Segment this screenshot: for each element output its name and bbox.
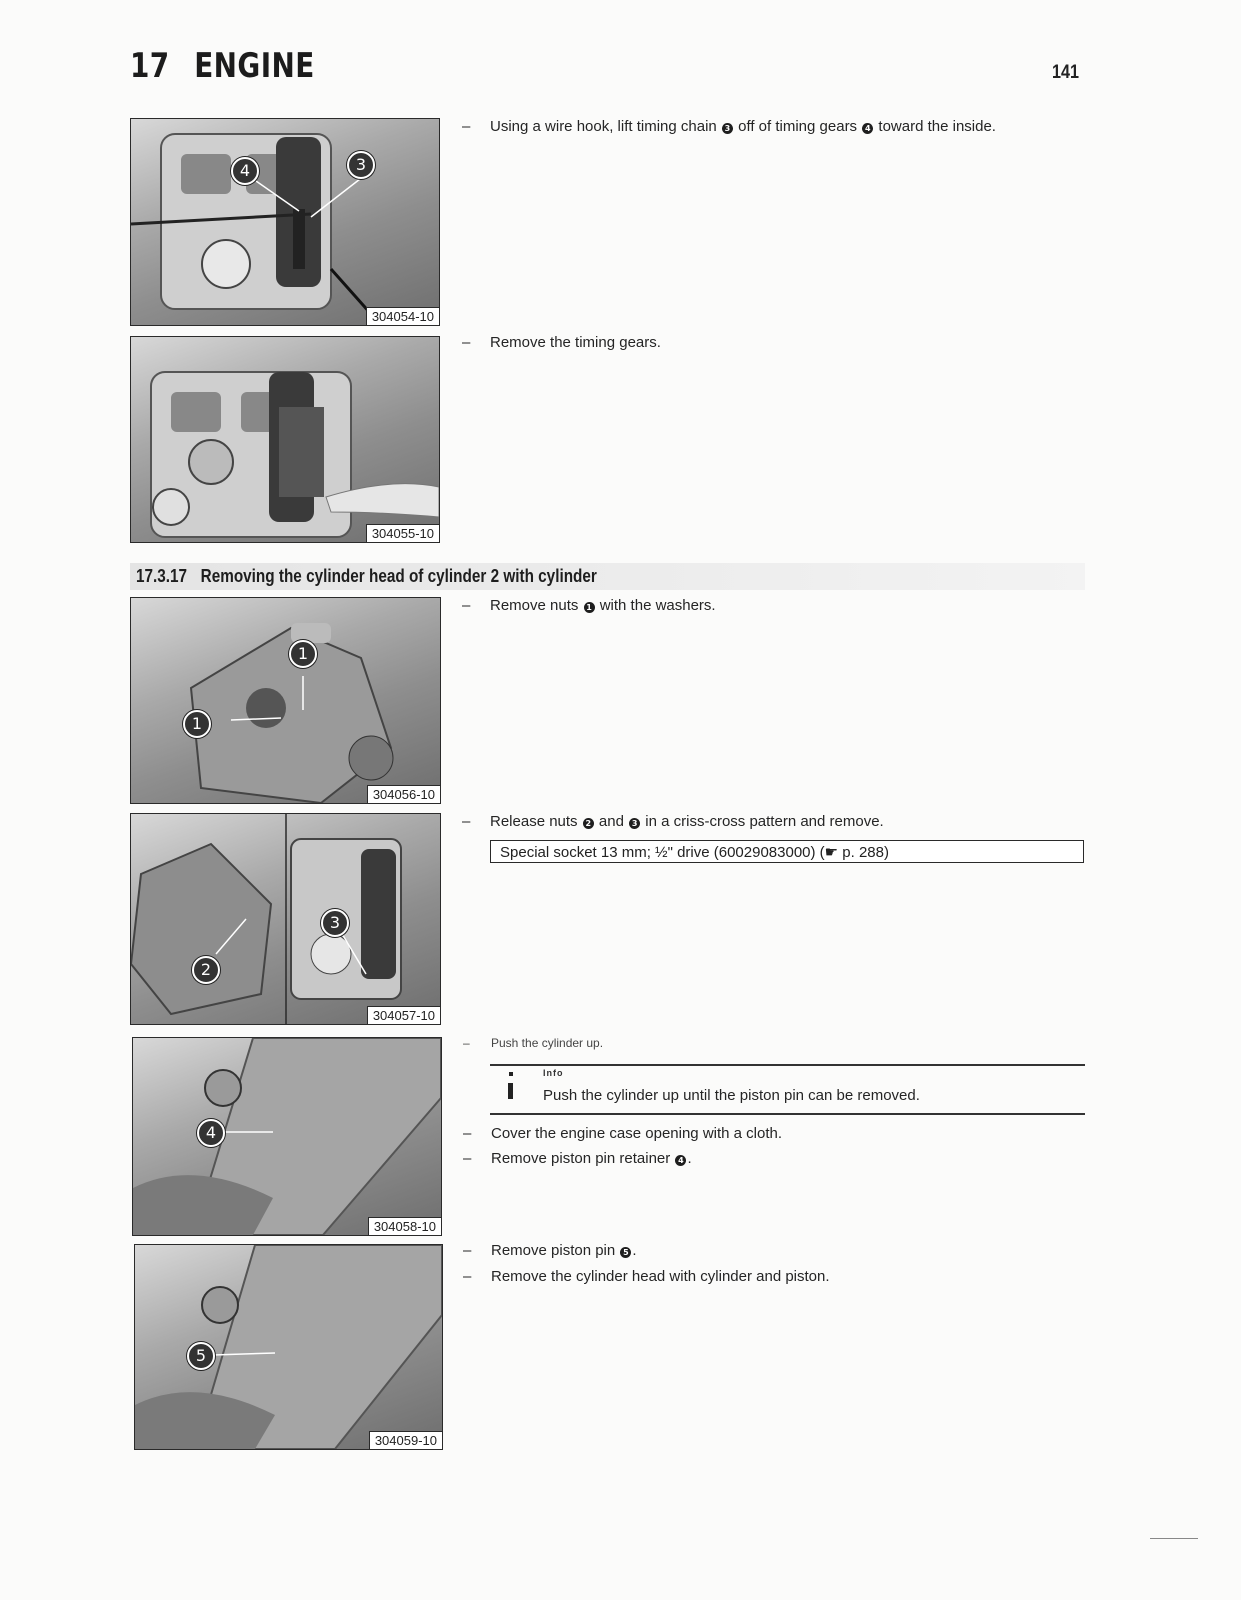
info-text: Push the cylinder up until the piston pin can be removed. (543, 1087, 920, 1104)
info-bottom-rule (490, 1113, 1085, 1115)
figure-timing-chain-hook (130, 118, 440, 326)
step-remove-piston-pin-retainer: – Remove piston pin retainer 4 . (463, 1150, 692, 1167)
step-remove-timing-gears: – Remove the timing gears. (462, 334, 661, 351)
callout-1: 1 (289, 640, 317, 668)
engine-photo-illustration (133, 1038, 441, 1235)
figure-code: 304054-10 (366, 307, 439, 325)
figure-piston-pin-retainer (132, 1037, 442, 1236)
figure-remove-nuts (130, 597, 441, 804)
callout-ref: 4 (862, 123, 873, 134)
step-release-nuts: – Release nuts 2 and 3 in a criss-cross pattern and remove. (462, 813, 884, 830)
figure-release-nuts (130, 813, 441, 1025)
info-title: Info (543, 1068, 564, 1078)
page-corner-rule (1150, 1538, 1198, 1539)
figure-code: 304058-10 (368, 1217, 441, 1235)
callout-ref: 4 (675, 1155, 686, 1166)
section-heading (136, 566, 597, 587)
engine-photo-illustration (131, 814, 440, 1024)
callout-4: 4 (197, 1119, 225, 1147)
callout-ref: 1 (584, 602, 595, 613)
section-number: 17.3.17 (136, 566, 188, 586)
callout-5: 5 (187, 1342, 215, 1370)
info-top-rule (490, 1064, 1085, 1066)
figure-code: 304057-10 (367, 1006, 440, 1024)
callout-2: 2 (192, 956, 220, 984)
engine-photo-illustration (131, 337, 439, 542)
callout-ref: 3 (722, 123, 733, 134)
callout-3: 3 (321, 909, 349, 937)
page-ref-arrow-icon: ☛ (824, 844, 839, 861)
step-remove-piston-pin: – Remove piston pin 5 . (463, 1242, 637, 1259)
step-remove-cylinder-head: – Remove the cylinder head with cylinder and piston. (463, 1268, 830, 1285)
figure-remove-timing-gears (130, 336, 440, 543)
callout-1: 1 (183, 710, 211, 738)
info-icon-stem (508, 1083, 513, 1099)
callout-3: 3 (347, 151, 375, 179)
figure-code: 304056-10 (367, 785, 440, 803)
callout-ref: 3 (629, 818, 640, 829)
engine-photo-illustration (131, 119, 439, 325)
special-tool-box: Special socket 13 mm; ½" drive (60029083000) (☛ p. 288) (490, 840, 1084, 863)
callout-4: 4 (231, 157, 259, 185)
step-lift-timing-chain: – Using a wire hook, lift timing chain 3 off of timing gears 4 toward the inside. (462, 118, 996, 135)
callout-ref: 2 (583, 818, 594, 829)
page-number: 141 (1052, 62, 1079, 83)
callout-ref: 5 (620, 1247, 631, 1258)
step-remove-nuts: – Remove nuts 1 with the washers. (462, 597, 716, 614)
figure-code: 304055-10 (366, 524, 439, 542)
engine-photo-illustration (131, 598, 440, 803)
step-cover-engine-case: – Cover the engine case opening with a cloth. (463, 1125, 783, 1142)
chapter-title: ENGINE (194, 46, 315, 86)
figure-code: 304059-10 (369, 1431, 442, 1449)
figure-piston-pin (134, 1244, 443, 1450)
step-push-cylinder: – Push the cylinder up. (463, 1036, 604, 1050)
engine-photo-illustration (135, 1245, 442, 1449)
chapter-heading (130, 46, 315, 86)
section-title: Removing the cylinder head of cylinder 2 with cylinder (200, 566, 597, 586)
chapter-number: 17 (130, 46, 170, 86)
info-icon (509, 1072, 513, 1076)
